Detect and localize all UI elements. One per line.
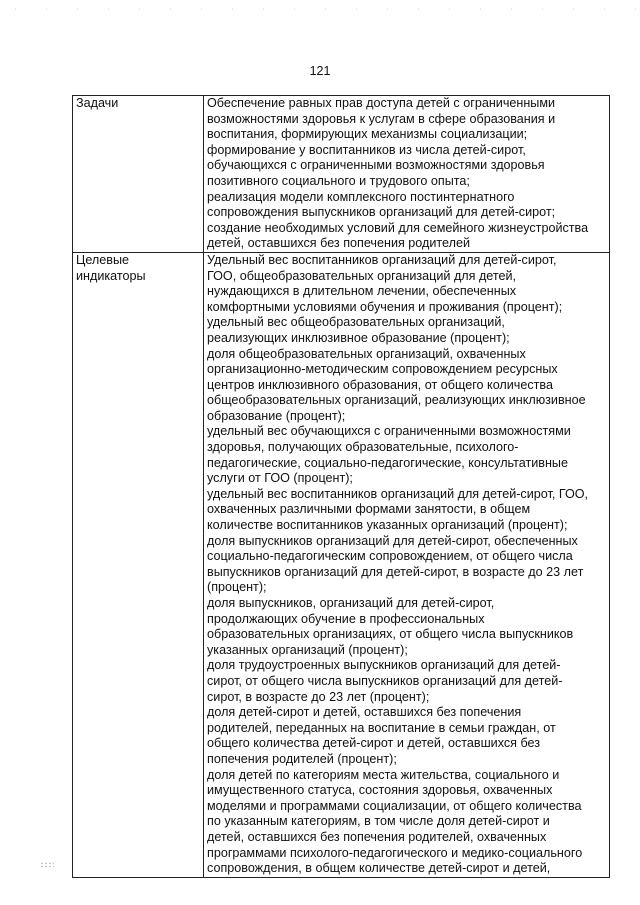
- scan-noise-mark: [40, 862, 54, 868]
- content-line: по указанным категориям, в том числе доля детей-сирот и: [207, 814, 550, 829]
- content-line: (процент);: [207, 580, 267, 595]
- content-line: реализующих инклюзивное образование (процент);: [207, 330, 510, 345]
- content-line: нуждающихся в длительном лечении, обеспеченных: [207, 284, 517, 299]
- content-line: воспитания, формирующих механизмы социализации;: [207, 127, 528, 142]
- content-line: сирот, в возрасте до 23 лет (процент);: [207, 689, 430, 704]
- content-line: услуги от ГОО (процент);: [207, 471, 353, 486]
- content-line: педагогические, социально-педагогические, консультативные: [207, 455, 568, 470]
- content-line: сопровождения, в общем количестве детей-сирот и детей,: [207, 861, 551, 876]
- content-line: обучающихся с ограниченными возможностями здоровья: [207, 158, 545, 173]
- content-line: центров инклюзивного образования, от общего количества: [207, 377, 553, 392]
- content-line: детей, оставшихся без попечения родителей, охваченных: [207, 829, 547, 844]
- content-line: формирование у воспитанников из числа детей-сирот,: [207, 142, 526, 157]
- content-line: социально-педагогическим сопровождением, от общего числа: [207, 549, 573, 564]
- content-line: общего количества детей-сирот и детей, оставшихся без: [207, 736, 541, 751]
- row-label: Целевые индикаторы: [73, 252, 204, 877]
- row-label: Задачи: [73, 96, 204, 253]
- content-line: доля выпускников организаций для детей-сирот, обеспеченных: [207, 533, 578, 548]
- row-content: [204, 96, 610, 253]
- content-line: здоровья, получающих образовательные, психолого-: [207, 440, 519, 455]
- content-line: доля детей-сирот и детей, оставшихся без попечения: [207, 705, 522, 720]
- program-table: [72, 95, 610, 878]
- content-line: моделями и программами социализации, от общего количества: [207, 798, 582, 813]
- content-line: попечения родителей (процент);: [207, 751, 397, 766]
- content-line: имущественного статуса, состояния здоровья, охваченных: [207, 783, 553, 798]
- row-content: [204, 252, 610, 877]
- content-line: родителей, переданных на воспитание в семьи граждан, от: [207, 720, 556, 735]
- content-line: выпускников организаций для детей-сирот, в возрасте до 23 лет: [207, 564, 584, 579]
- table-row-indicators: [73, 252, 610, 877]
- content-line: возможностями здоровья к услугам в сфере образования и: [207, 111, 556, 126]
- content-line: детей, оставшихся без попечения родителей: [207, 236, 471, 251]
- content-line: количестве воспитанников указанных организаций (процент);: [207, 518, 568, 533]
- content-line: позитивного социального и трудового опыта;: [207, 173, 470, 188]
- content-line: Обеспечение равных прав доступа детей с ограниченными: [207, 96, 556, 110]
- content-line: сопровождения выпускников организаций для детей-сирот;: [207, 205, 556, 220]
- content-line: образование (процент);: [207, 408, 346, 423]
- content-line: доля общеобразовательных организаций, охваченных: [207, 346, 526, 361]
- content-line: указанных организаций (процент);: [207, 642, 408, 657]
- content-line: доля выпускников, организаций для детей-сирот,: [207, 596, 495, 610]
- table-row-tasks: [73, 96, 610, 253]
- content-line: ГОО, общеобразовательных организаций для детей,: [207, 268, 517, 283]
- content-line: охваченных различными формами занятости, в общем: [207, 502, 531, 517]
- content-line: комфортными условиями обучения и проживания (процент);: [207, 299, 563, 314]
- content-line: реализация модели комплексного постинтернатного: [207, 189, 515, 204]
- content-line: общеобразовательных организаций, реализующих инклюзивное: [207, 393, 586, 408]
- content-line: доля трудоустроенных выпускников организаций для детей-: [207, 658, 561, 673]
- content-line: программами психолого-педагогического и медико-социального: [207, 845, 583, 860]
- page-number: 121: [309, 64, 331, 78]
- content-line: доля детей по категориям места жительства, социального и: [207, 767, 560, 782]
- content-line: удельный вес воспитанников организаций для детей-сирот, ГОО,: [207, 486, 589, 501]
- content-line: организационно-методическим сопровождением ресурсных: [207, 362, 558, 377]
- content-line: создание необходимых условий для семейного жизнеустройства: [207, 220, 589, 235]
- content-line: образовательных организациях, от общего числа выпускников: [207, 627, 574, 642]
- content-line: удельный вес обучающихся с ограниченными возможностями: [207, 424, 571, 439]
- content-line: сирот, от общего числа выпускников организаций для детей-: [207, 673, 563, 688]
- content-line: Удельный вес воспитанников организаций для детей-сирот,: [207, 252, 557, 267]
- scan-noise-top: [0, 8, 640, 10]
- content-line: удельный вес общеобразовательных организаций,: [207, 315, 505, 330]
- content-line: продолжающих обучение в профессиональных: [207, 611, 485, 626]
